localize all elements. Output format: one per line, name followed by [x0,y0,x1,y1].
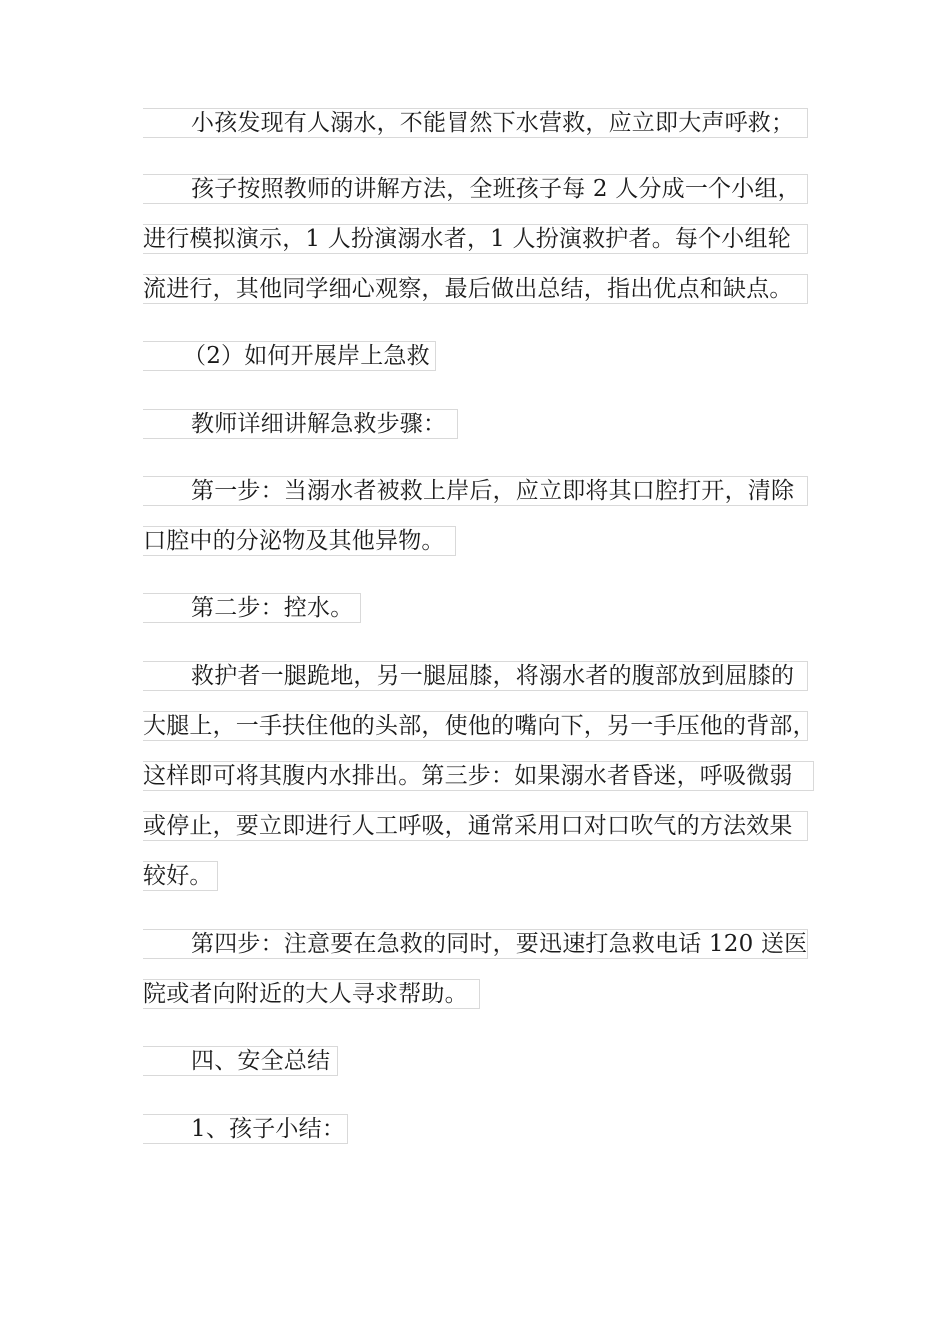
paragraph-line: 第一步：当溺水者被救上岸后，应立即将其口腔打开，清除 [143,476,808,506]
paragraph-line: 大腿上，一手扶住他的头部，使他的嘴向下，另一手压他的背部， [143,713,816,739]
paragraph-line: 口腔中的分泌物及其他异物。 [143,526,456,556]
paragraph-line: 院或者向附近的大人寻求帮助。 [143,979,480,1009]
paragraph-line: 这样即可将其腹内水排出。第三步：如果溺水者昏迷，呼吸微弱 [143,761,814,791]
section-heading: 四、安全总结 [143,1046,338,1076]
paragraph-line: 救护者一腿跪地，另一腿屈膝，将溺水者的腹部放到屈膝的 [143,661,808,691]
paragraph-line: 小孩发现有人溺水，不能冒然下水营救，应立即大声呼救； [143,108,808,138]
paragraph-line: 流进行，其他同学细心观察，最后做出总结，指出优点和缺点。 [143,274,808,304]
paragraph-line: 或停止，要立即进行人工呼吸，通常采用口对口吹气的方法效果 [143,811,808,841]
paragraph-line: 孩子按照教师的讲解方法，全班孩子每 2 人分成一个小组， [143,174,808,204]
paragraph-line: 第四步：注意要在急救的同时，要迅速打急救电话 120 送医 [143,929,808,959]
paragraph-line: 进行模拟演示，1 人扮演溺水者，1 人扮演救护者。每个小组轮 [143,224,808,254]
paragraph-line: 教师详细讲解急救步骤： [143,409,458,439]
paragraph-line: 较好。 [143,861,218,891]
paragraph-line: 第二步：控水。 [143,593,361,623]
section-heading: 1、孩子小结： [143,1114,348,1144]
section-heading: （2）如何开展岸上急救 [143,341,436,371]
